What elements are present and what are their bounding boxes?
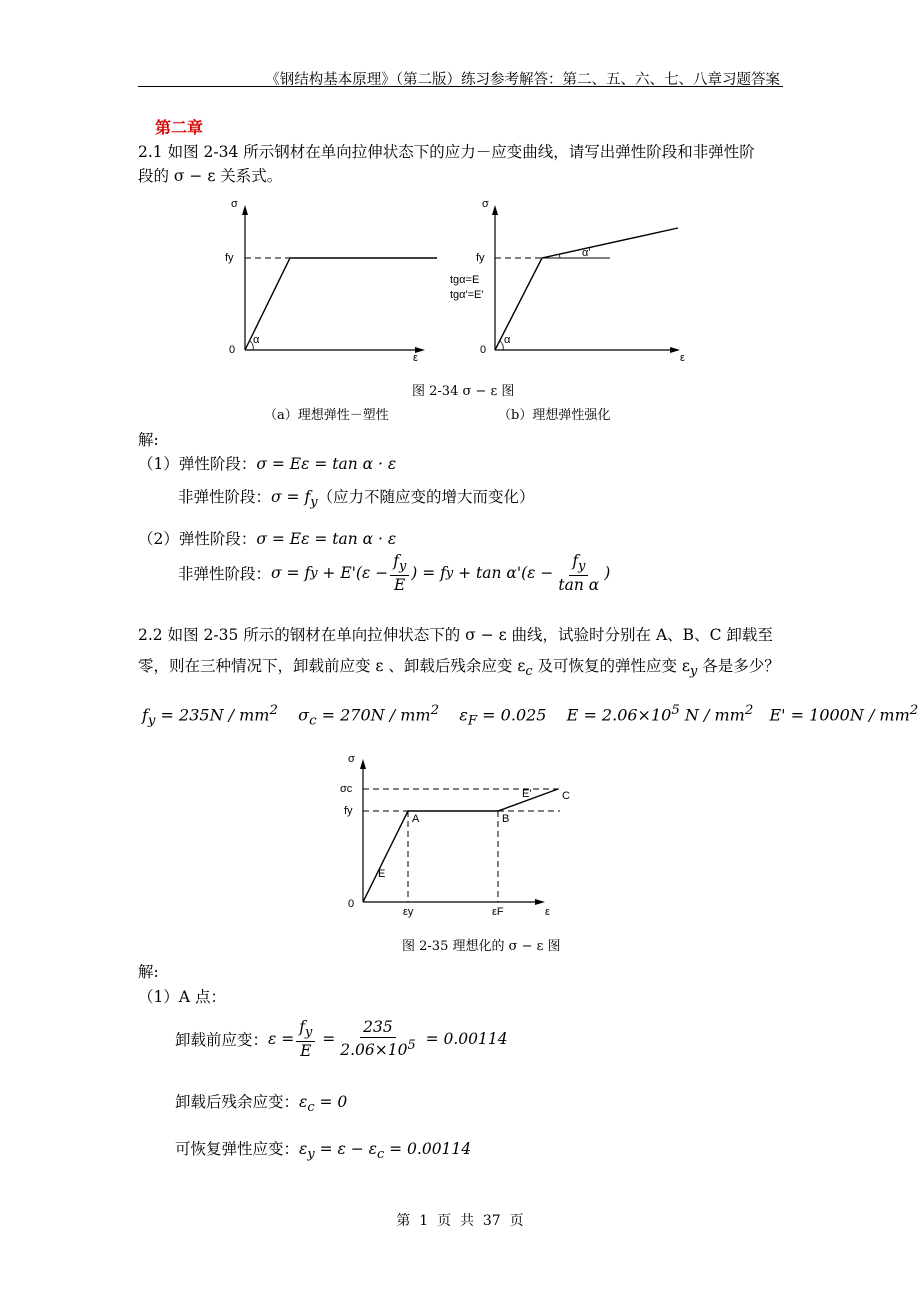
sol21-p2b-frac1-num-sub: y [398, 559, 407, 575]
fig234b-alpha-prime-label: α' [582, 247, 591, 259]
fig235-C-label: C [562, 790, 570, 802]
sol22-after-label: 卸载后残余应变： [175, 1093, 300, 1111]
sol21-p2b [178, 552, 610, 594]
sol21-p1b-sub: y [310, 495, 318, 511]
given-fy-val: = 235N / mm [155, 705, 270, 725]
fig235-eps-label: ε [545, 906, 550, 918]
sol21-p2b-frac1-num: f [393, 552, 399, 570]
sol21-p1b-note: （应力不随应变的增大而变化） [317, 488, 535, 506]
fig235-sigma-label: σ [348, 753, 355, 765]
sol21-p1b-formula: σ = f [271, 488, 311, 506]
sol22-rec-sub2: c [376, 1147, 385, 1163]
sol21-p1-formula: σ = Eε = tan α · ε [256, 455, 397, 473]
fig234b-y-arrow [492, 205, 498, 215]
q22-line2-sub2: y [689, 664, 698, 680]
given-fy: f [142, 705, 148, 725]
sol22-after-formula: ε [299, 1093, 308, 1111]
figure-234a [215, 195, 455, 370]
fig234b-tg1-label: tgα=E [450, 274, 480, 286]
fig234-sub-b: （b）理想弹性强化 [498, 408, 611, 423]
q22-line2-sub1: c [525, 664, 533, 680]
q22-line2-b: 及可恢复的弹性应变 ε [532, 657, 690, 675]
fig235-A-label: A [412, 813, 420, 825]
given-E-sup: 5 [671, 703, 680, 718]
sol22-before-frac2 [337, 1018, 418, 1059]
sol22-before-eq: = [317, 1030, 336, 1049]
sol22-before-frac2-den-sup: 5 [407, 1038, 416, 1054]
q22-line1: 2.2 如图 2-35 所示的钢材在单向拉伸状态下的 σ − ε 曲线，试验时分别在 A、B、C 卸载至 [138, 626, 773, 644]
sol22-jie: 解: [138, 963, 159, 981]
fig234a-curve [245, 258, 437, 350]
q22-given [142, 703, 918, 729]
given-Ep: E' = 1000N / mm [769, 705, 910, 725]
fig234b-zero-label: 0 [480, 344, 487, 356]
fig235-eps-F-label: εF [492, 906, 504, 918]
sol22-before-frac1-den: E [300, 1041, 312, 1060]
sol21-p2b-frac2-den: tan α [558, 575, 600, 594]
sol21-p2b-frac1-den: E [394, 575, 406, 594]
page-header: 《钢结构基本原理》（第二版）练习参考解答：第二、五、六、七、八章习题答案 [265, 72, 780, 88]
fig234b-tg2-label: tgα'=E' [450, 289, 484, 301]
sol22-point-a: （1）A 点： [138, 988, 226, 1006]
sol22-rec-val: = 0.00114 [384, 1140, 472, 1158]
fig235-fy-label: fy [344, 805, 353, 817]
fig235-Ep-label: E' [522, 788, 532, 800]
sol22-before-label: 卸载前应变： [175, 1031, 269, 1050]
fig235-x-arrow [535, 899, 545, 905]
fig235-y-arrow [360, 759, 366, 769]
sol21-p2b-part3: ) = f [411, 564, 446, 583]
page-footer: 第 1 页 共 37 页 [396, 1213, 524, 1229]
sol22-before-frac2-den: 2.06×10 [340, 1041, 408, 1060]
fig234a-zero-label: 0 [229, 344, 236, 356]
fig235-curve [363, 789, 558, 902]
fig234a-y-arrow [242, 205, 248, 215]
sol22-rec [175, 1137, 471, 1162]
q21-line2: 段的 σ − ε 关系式。 [138, 167, 283, 185]
sol21-p2b-part2: + E'(ε − [317, 564, 389, 583]
given-Ep-sup: 2 [909, 703, 919, 718]
sol21-p2b-part4: + tan α'(ε − [453, 564, 554, 583]
fig234-caption: 图 2-34 σ − ε 图 [412, 384, 515, 399]
figure-235 [340, 752, 570, 922]
sol22-before [175, 1018, 508, 1060]
sol22-after-val: = 0 [314, 1093, 348, 1111]
sol21-p1-label: （1）弹性阶段： [138, 455, 257, 473]
fig234b-alpha-arc [500, 341, 503, 350]
fig234a-alpha-label: α [253, 334, 260, 346]
fig235-E-label: E [378, 868, 386, 880]
given-sc: σ [298, 705, 310, 725]
sol21-p2-formula: σ = Eε = tan α · ε [256, 530, 397, 548]
sol21-p2b-sub2: y [445, 565, 454, 581]
sol22-after [175, 1090, 347, 1115]
fig235-caption: 图 2-35 理想化的 σ − ε 图 [402, 939, 561, 954]
given-fy-sub: y [147, 713, 156, 729]
sol22-before-frac1 [296, 1018, 315, 1060]
sol22-rec-label: 可恢复弹性应变： [175, 1140, 300, 1158]
fig234b-fy-label: fy [476, 252, 485, 264]
sol21-p1b [178, 485, 535, 510]
given-E-sup2: 2 [744, 703, 754, 718]
fig234b-alpha-label: α [504, 334, 511, 346]
fig234a-fy-label: fy [225, 252, 234, 264]
fig234a-eps-label: ε [413, 352, 418, 364]
fig235-B-label: B [502, 813, 510, 825]
fig235-zero-label: 0 [348, 898, 355, 910]
sol22-rec-mid: = ε − ε [314, 1140, 377, 1158]
sol22-before-frac2-num: 235 [360, 1018, 396, 1038]
chapter-title: 第二章 [155, 118, 204, 137]
given-ef-sub: F [467, 713, 478, 729]
fig234b-x-arrow [670, 347, 680, 353]
q22-line2-a: 零，则在三种情况下，卸载前应变 ε 、卸载后残余应变 ε [138, 657, 526, 675]
q21-line1: 2.1 如图 2-34 所示钢材在单向拉伸状态下的应力－应变曲线，请写出弹性阶段和非弹性阶 [138, 143, 755, 161]
sol21-p2b-frac2-num: f [572, 552, 579, 570]
fig234-sub-a: （a）理想弹性－塑性 [264, 408, 389, 423]
sol21-p2b-frac2-num-sub: y [578, 559, 586, 575]
fig235-sigma-c-label: σc [340, 783, 353, 795]
fig234b-sigma-label: σ [482, 198, 489, 210]
sol21-p1b-label: 非弹性阶段： [178, 488, 272, 506]
given-sc-val: = 270N / mm [316, 705, 431, 725]
q22-line2-c: 各是多少？ [697, 657, 780, 675]
sol21-jie: 解: [138, 431, 159, 449]
given-ef: ε [459, 705, 468, 725]
sol21-p2b-frac1 [390, 552, 409, 594]
given-E: E = 2.06×10 [566, 705, 672, 725]
header-rule [138, 86, 783, 87]
sol22-before-result: = 0.00114 [420, 1030, 508, 1049]
sol21-p2b-part1: σ = f [271, 564, 311, 583]
sol22-rec-formula: ε [299, 1140, 308, 1158]
sol21-p2b-part5: ) [604, 564, 611, 583]
figure-234b [450, 195, 700, 370]
sol21-p2-label: （2）弹性阶段： [138, 530, 257, 548]
sol22-before-lhs: ε = [268, 1030, 295, 1049]
sol21-p2b-sub1: y [310, 565, 318, 581]
fig235-eps-y-label: εy [403, 906, 414, 918]
sol22-after-sub: c [307, 1100, 315, 1116]
sol22-before-frac1-num-sub: y [305, 1025, 313, 1041]
sol22-rec-sub: y [307, 1147, 315, 1163]
given-E-unit: N / mm [679, 705, 745, 725]
sol21-p2 [138, 527, 396, 549]
given-sc-sub: c [309, 713, 317, 729]
given-sc-sup: 2 [430, 703, 440, 718]
sol22-before-frac1-num: f [299, 1018, 305, 1036]
given-fy-sup: 2 [269, 703, 278, 718]
fig234a-sigma-label: σ [231, 198, 238, 210]
sol21-p1 [138, 452, 396, 474]
fig234b-eps-label: ε [680, 352, 685, 364]
sol21-p2b-frac2 [555, 552, 602, 594]
q22-line2 [138, 654, 780, 679]
given-ef-val: = 0.025 [477, 705, 547, 725]
sol21-p2b-label: 非弹性阶段： [178, 565, 272, 584]
